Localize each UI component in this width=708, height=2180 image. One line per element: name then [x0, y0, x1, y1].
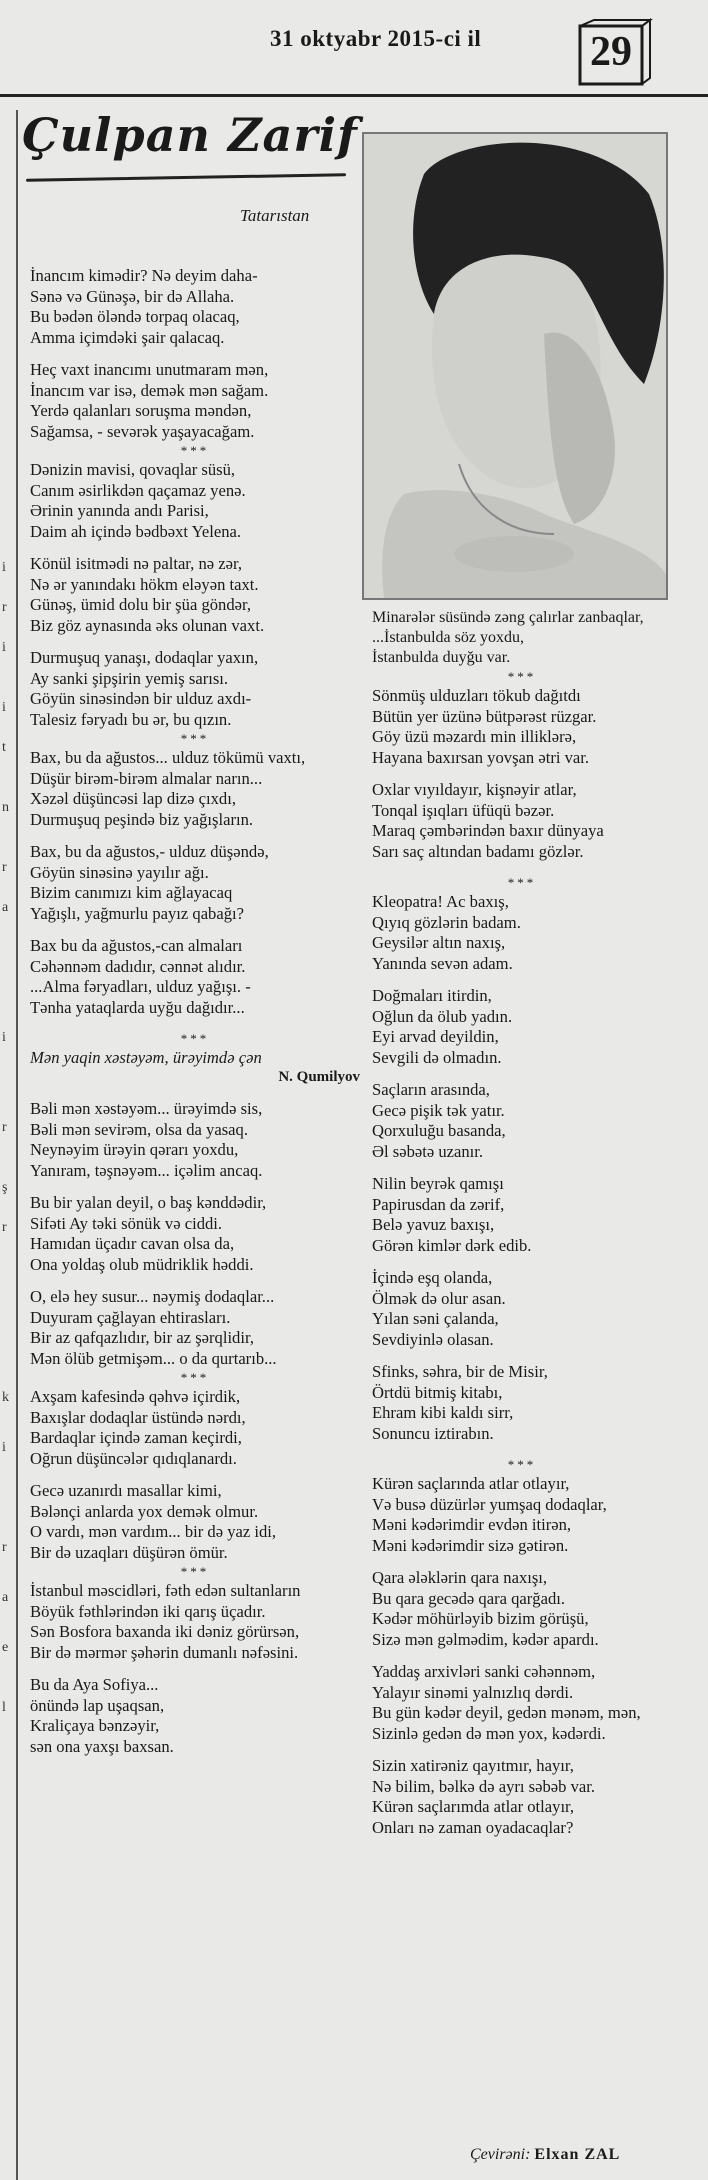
poem-line: Düşür birəm-birəm almalar narın... [30, 768, 263, 788]
poem-line: Kleopatra! Ac baxış, [372, 892, 509, 911]
poem-right-column [372, 608, 672, 1838]
poem-line: Maraq çəmbərindən baxır dünyaya [372, 821, 604, 840]
stanza-gap [30, 1469, 360, 1481]
margin-fragments: i r i i t n r a i r ş r k i r a e l [2, 560, 9, 1715]
poem-line: Oğlun da ölub yadın. [372, 1006, 513, 1026]
author-location: Tatarıstan [240, 206, 310, 225]
poem-line: Durmuşuq peşində biz yağışların. [30, 809, 254, 829]
poem-line: ...Alma fəryadları, ulduz yağışı. - [30, 977, 251, 996]
poem-line: Göyün sinəsinə yayılır ağı. [30, 862, 209, 882]
stanza-gap [372, 862, 672, 874]
author-photo [362, 132, 668, 600]
poem-line: Göyün sinəsindən bir ulduz axdı- [30, 689, 252, 708]
poem-line: Tonqal işıqları üfüqü bəzər. [372, 800, 555, 820]
poem-line: Kürən saçlarımda atlar otlayır, [372, 1797, 575, 1816]
poem-line: Daim ah içində bədbəxt Yelena. [30, 521, 242, 541]
poem-line: Baxışlar dodaqlar üstündə nərdı, [30, 1407, 246, 1427]
poem-line: Ərinin yanında andı Parisi, [30, 501, 209, 520]
poem-line: Sonuncu iztirabın. [372, 1423, 494, 1443]
poem-line: Duyuram çağlayan ehtirasları. [30, 1307, 231, 1327]
stanza-separator: *** [507, 1457, 537, 1472]
poem-line: Sevgili də olmadın. [372, 1047, 502, 1067]
poem-line: Doğmaları itirdin, [372, 986, 492, 1005]
poem-line: Sən Bosfora baxanda iki dəniz görürsən, [30, 1622, 300, 1641]
poem-line: Sənə və Günəşə, bir də Allaha. [30, 286, 235, 306]
translator-label: Çevirəni: [470, 2146, 531, 2163]
portrait-illustration [364, 134, 666, 598]
stanza-gap [30, 348, 360, 360]
poem-line: Amma içimdəki şair qalacaq. [30, 327, 225, 347]
poem-line: İstanbul məscidləri, fəth edən sultanların [30, 1581, 301, 1600]
poem-line: Yılan səni çalanda, [372, 1309, 499, 1328]
poem-line: Yaddaş arxivləri sanki cəhənnəm, [372, 1662, 596, 1681]
translator-name: Elxan ZAL [534, 2146, 621, 2163]
poem-line: Kraliçaya bənzəyir, [30, 1716, 160, 1735]
poem-line: Talesiz fəryadı bu ər, bu qızın. [30, 709, 232, 729]
stanza-gap [372, 1068, 672, 1080]
poem-line: Yanıram, təşnəyəm... içəlim ancaq. [30, 1160, 263, 1180]
stanza-gap [30, 1181, 360, 1193]
poem-line: Bax, bu da ağustos... ulduz tökümü vaxtı, [30, 748, 306, 767]
poem-line: ...İstanbulda söz yoxdu, [372, 629, 524, 646]
poem-line: Böyük fəthlərindən iki qarış üçadır. [30, 1601, 266, 1621]
stanza-gap [30, 924, 360, 936]
poem-line: Bir də mərmər şəhərin dumanlı nəfəsini. [30, 1642, 299, 1662]
poem-line: Eyi arvad deyildin, [372, 1027, 499, 1046]
poem-line: Qara ələklərin qara naxışı, [372, 1568, 548, 1587]
column-rule [16, 110, 18, 2180]
stanza-gap [372, 1350, 672, 1362]
stanza-gap [372, 1162, 672, 1174]
poem-line: Mən ölüb getmişəm... o da qurtarıb... [30, 1348, 277, 1368]
stanza-gap [372, 1444, 672, 1456]
poem-line: Sağamsa, - sevərək yaşayacağam. [30, 421, 255, 441]
poem-line: Bax bu da ağustos,-can almaları [30, 936, 243, 955]
poem-line: O vardı, mən vardım... bir də yaz idi, [30, 1522, 277, 1541]
poem-line: önündə lap uşaqsan, [30, 1695, 165, 1715]
poem-line: İçində eşq olanda, [372, 1268, 493, 1287]
author-name: Çulpan Zarif [22, 108, 358, 162]
poem-left-column [30, 266, 360, 1757]
poem-line: Nilin beyrək qamışı [372, 1174, 504, 1193]
stanza-separator: *** [180, 1370, 210, 1385]
poem-line: Sizin xatirəniz qayıtmır, hayır, [372, 1756, 574, 1775]
poem-line: Bu gün kədər deyil, gedən mənəm, mən, [372, 1703, 641, 1722]
poem-line: Görən kimlər dərk edib. [372, 1235, 532, 1255]
stanza-separator: *** [507, 875, 537, 890]
poem-line: Geysilər altın naxış, [372, 933, 506, 952]
poem-line: Gecə uzanırdı masallar kimi, [30, 1481, 222, 1500]
poem-line: sən ona yaxşı baxsan. [30, 1736, 174, 1756]
poem-line: Bu bədən öləndə torpaq olacaq, [30, 307, 240, 326]
translator-credit [470, 2146, 620, 2164]
page-number: 29 [590, 29, 632, 75]
poem-line: Ay sanki şipşirin yemiş sarısı. [30, 668, 229, 688]
poem-line: Bardaqlar içində zaman keçirdi, [30, 1428, 242, 1447]
poem-line: Bütün yer üzünə bütpərəst rüzgar. [372, 706, 597, 726]
poem-line: Oğrun düşüncələr qıdıqlanardı. [30, 1448, 237, 1468]
poem-line: Bu bir yalan deyil, o baş kənddədir, [30, 1193, 267, 1212]
poem-line: Canım əsirlikdən qaçamaz yenə. [30, 480, 246, 500]
stanza-gap [30, 1018, 360, 1030]
poem-line: Bəli mən sevirəm, olsa da yasaq. [30, 1119, 248, 1139]
poem-line: Bu qara gecədə qara qarğadı. [372, 1588, 566, 1608]
stanza-separator: *** [180, 443, 210, 458]
poem-line: Sizinlə gedən də mən yox, kədərdi. [372, 1723, 606, 1743]
poem-line: Qorxuluğu basanda, [372, 1121, 506, 1140]
poem-line: Bizim canımızı kim ağlayacaq [30, 883, 233, 902]
poem-line: Və busə düzürlər yumşaq dodaqlar, [372, 1494, 607, 1514]
poem-line: Neynəyim ürəyin qərarı yoxdu, [30, 1140, 239, 1159]
stanza-gap [30, 1275, 360, 1287]
author-underline [26, 173, 346, 182]
poem-line: Bax, bu da ağustos,- ulduz düşəndə, [30, 842, 269, 861]
stanza-gap [372, 1256, 672, 1268]
poem-line: Bir az qafqazlıdır, bir az şərqlidir, [30, 1328, 254, 1347]
poem-line: Əl səbətə uzanır. [372, 1141, 484, 1161]
poem-line: Kürən saçlarında atlar otlayır, [372, 1474, 570, 1493]
poem-line: Durmuşuq yanaşı, dodaqlar yaxın, [30, 648, 259, 667]
stanza-separator: *** [180, 1031, 210, 1046]
poem-line: Örtdü bitmiş kitabı, [372, 1382, 503, 1402]
stanza-gap [30, 1663, 360, 1675]
poem-line: Cəhənnəm dadıdır, cənnət alıdır. [30, 956, 246, 976]
poem-line: Biz göz aynasında əks olunan vaxt. [30, 615, 265, 635]
page-number-box [572, 18, 656, 90]
poem-line: Bəli mən xəstəyəm... ürəyimdə sis, [30, 1099, 263, 1118]
poem-line: Ölmək də olur asan. [372, 1288, 506, 1308]
poem-line: Hayana baxırsan yovşan ətri var. [372, 747, 590, 767]
poem-line: Xəzəl düşüncəsi lap dizə çıxdı, [30, 789, 236, 808]
poem-line: Kədər möhürləyib bizim görüşü, [372, 1609, 589, 1628]
issue-date: 31 oktyabr 2015-ci il [270, 26, 482, 51]
stanza-gap [372, 1650, 672, 1662]
poem-line: Göy üzü məzardı min illiklərə, [372, 727, 577, 746]
poem-line: Yerdə qalanları soruşma məndən, [30, 401, 252, 420]
poem-line: Tənha yataqlarda uyğu dağıdır... [30, 997, 245, 1017]
poem-line: Ehram kibi kaldı sirr, [372, 1403, 514, 1422]
poem-line: Sfinks, səhra, bir de Misir, [372, 1362, 548, 1381]
poem-line: Qıyıq gözlərin badam. [372, 912, 521, 932]
stanza-separator: *** [507, 669, 537, 684]
stanza-gap [372, 768, 672, 780]
poem-line: Saçların arasında, [372, 1080, 490, 1099]
poem-line: Sönmüş ulduzları tökub dağıtdı [372, 686, 581, 705]
stanza-gap [30, 830, 360, 842]
stanza-gap [372, 974, 672, 986]
poem-line: Dənizin mavisi, qovaqlar süsü, [30, 460, 236, 479]
poem-line: Yanında sevən adam. [372, 953, 513, 973]
poem-line: İnancım kimədir? Nə deyim daha- [30, 266, 258, 285]
photo-caption [372, 608, 672, 668]
stanza-separator: *** [180, 1564, 210, 1579]
poem-line: Hamıdan üçadır cavan olsa da, [30, 1234, 235, 1253]
poem-line: Oxlar vıyıldayır, kişnəyir atlar, [372, 780, 577, 799]
poem-line: Sarı saç altından badamı gözlər. [372, 841, 584, 861]
poem-line: İstanbulda duyğu var. [372, 649, 511, 666]
poem-line: Axşam kafesində qəhvə içirdik, [30, 1387, 241, 1406]
stanza-gap [372, 1744, 672, 1756]
poem-line: O, elə hey susur... nəymiş dodaqlar... [30, 1287, 275, 1306]
epigraph: Mən yaqin xəstəyəm, ürəyimdə çən [30, 1048, 262, 1067]
stanza-gap [30, 542, 360, 554]
poem-line: Nə ər yanındakı hökm eləyən taxt. [30, 574, 259, 594]
epigraph-author: N. Qumilyov [278, 1068, 360, 1085]
poem-line: Bir də uzaqları düşürən ömür. [30, 1542, 228, 1562]
poem-line: Bələnçi anlarda yox demək olmur. [30, 1501, 259, 1521]
poem-line: Belə yavuz baxışı, [372, 1215, 495, 1234]
poem-line: İnancım var isə, demək mən sağam. [30, 380, 269, 400]
poem-line: Günəş, ümid dolu bir şüa göndər, [30, 595, 252, 614]
poem-line: Minarələr süsündə zəng çalırlar zanbaqlar, [372, 609, 644, 626]
poem-line: Sifəti Ay təki sönük və ciddi. [30, 1213, 223, 1233]
poem-line: Məni kədərimdir sizə gətirən. [372, 1535, 569, 1555]
poem-line: Sizə mən gəlmədim, kədər apardı. [372, 1629, 599, 1649]
poem-line: Ona yoldaş olub müdriklik həddi. [30, 1254, 254, 1274]
poem-line: Onları nə zaman oyadacaqlar? [372, 1817, 574, 1837]
poem-line: Yağışlı, yağmurlu payız qabağı? [30, 903, 244, 923]
stanza-separator: *** [180, 731, 210, 746]
poem-line: Məni kədərimdir evdən itirən, [372, 1515, 572, 1534]
poem-line: Sevdiyinlə olasan. [372, 1329, 494, 1349]
poem-line: Heç vaxt inancımı unutmaram mən, [30, 360, 269, 379]
header-rule [0, 94, 708, 97]
stanza-gap [30, 636, 360, 648]
poem-line: Papirusdan da zərif, [372, 1194, 505, 1214]
poem-line: Yalayır sinəmi yalnızlıq dərdi. [372, 1682, 574, 1702]
poem-line: Könül isitmədi nə paltar, nə zər, [30, 554, 243, 573]
stanza-gap [372, 1556, 672, 1568]
poem-line: Bu da Aya Sofiya... [30, 1675, 159, 1694]
poem-line: Gecə pişik tək yatır. [372, 1100, 505, 1120]
poem-line: Nə bilim, bəlkə də ayrı səbəb var. [372, 1776, 596, 1796]
stanza-gap [30, 1087, 360, 1099]
